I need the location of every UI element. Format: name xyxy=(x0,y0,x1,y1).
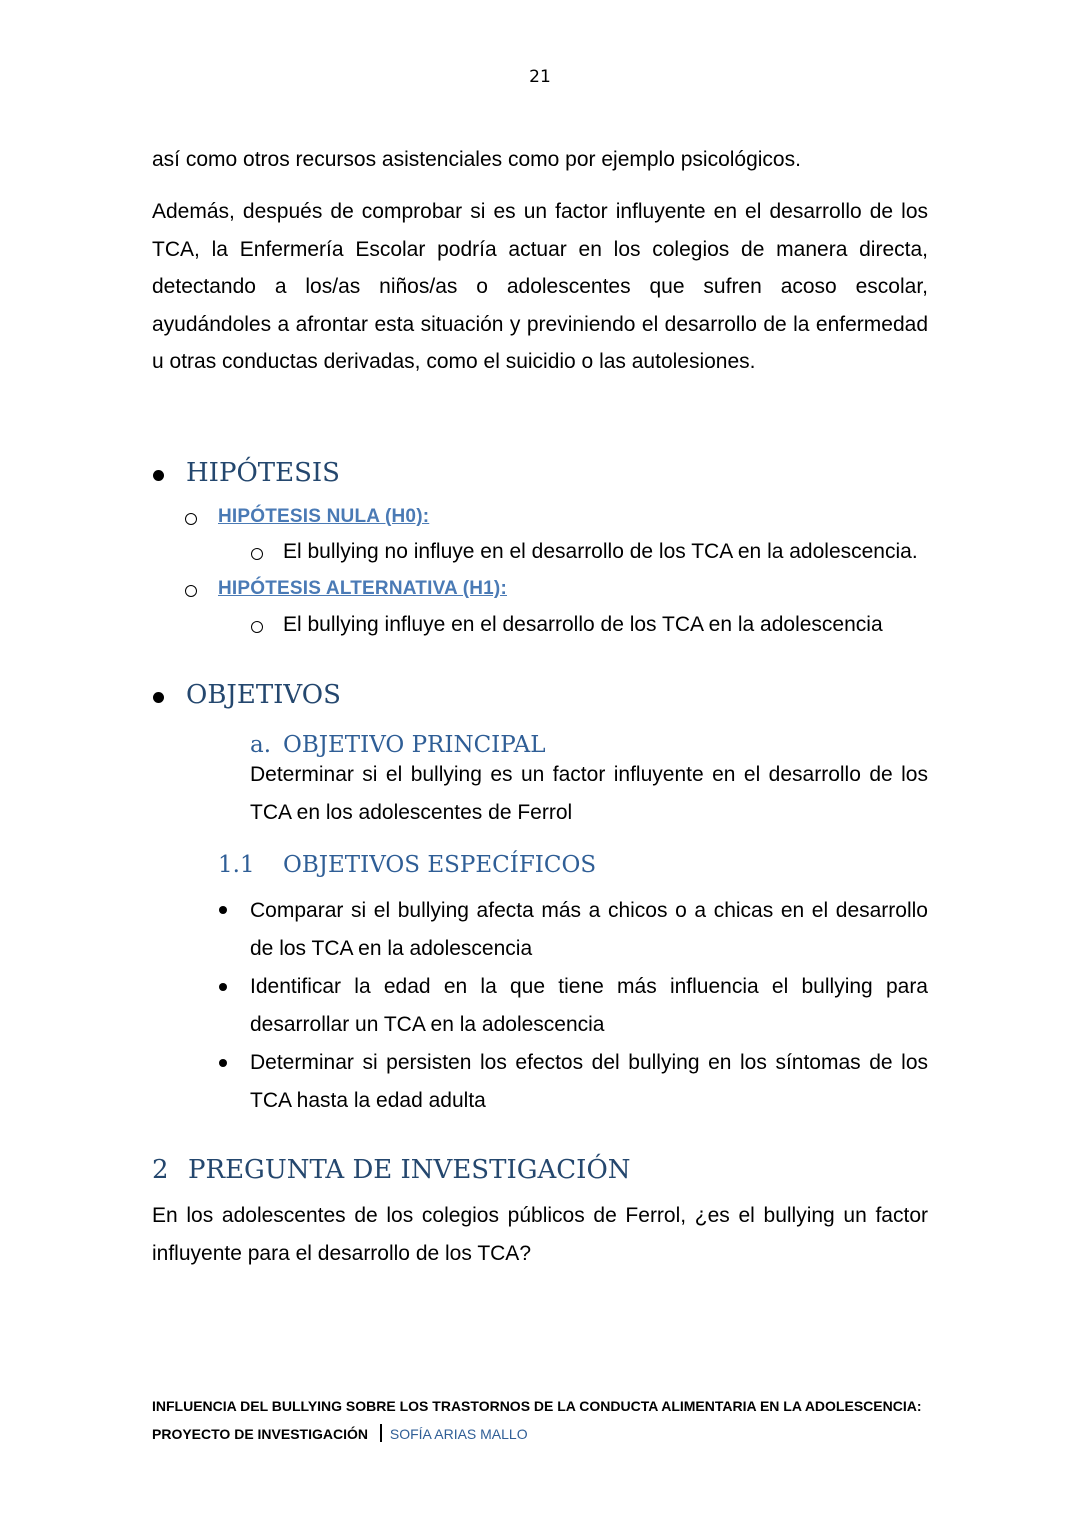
circle-bullet-icon xyxy=(185,585,197,597)
hipotesis-nula-label: HIPÓTESIS NULA (H0): xyxy=(218,506,430,527)
footer-divider xyxy=(380,1424,382,1442)
objetivo-principal-text: Determinar si el bullying es un factor influyente en el desarrollo de los TCA en los adolescentes de Ferrol xyxy=(250,763,928,824)
footer-title: INFLUENCIA DEL BULLYING SOBRE LOS TRASTORNOS DE LA CONDUCTA ALIMENTARIA EN LA ADOLESCENCIA: xyxy=(152,1398,922,1414)
objetivos-especificos-number: 1.1 xyxy=(218,852,255,878)
bullet-icon xyxy=(219,906,227,914)
bullet-icon xyxy=(219,1059,227,1067)
footer-line2 xyxy=(152,1424,528,1442)
page-number: 21 xyxy=(529,67,551,87)
pregunta-number: 2 xyxy=(152,1155,169,1185)
objetivo-especifico-1: Comparar si el bullying afecta más a chicos o a chicas en el desarrollo de los TCA en la adolescencia xyxy=(250,899,928,960)
hipotesis-alternativa-text: El bullying influye en el desarrollo de los TCA en la adolescencia xyxy=(283,613,883,636)
objetivo-principal-letter: a. xyxy=(250,732,272,758)
hipotesis-alternativa-label: HIPÓTESIS ALTERNATIVA (H1): xyxy=(218,578,507,599)
objetivo-especifico-2: Identificar la edad en la que tiene más influencia el bullying para desarrollar un TCA en la adolescencia xyxy=(250,975,928,1036)
footer-project: PROYECTO DE INVESTIGACIÓN xyxy=(152,1426,368,1442)
intro-line: así como otros recursos asistenciales como por ejemplo psicológicos. xyxy=(152,148,801,171)
bullet-icon xyxy=(153,470,164,481)
pregunta-text: En los adolescentes de los colegios públicos de Ferrol, ¿es el bullying un factor influyente para el desarrollo de los TCA? xyxy=(152,1204,928,1265)
circle-bullet-icon xyxy=(185,513,197,525)
circle-bullet-icon xyxy=(251,548,263,560)
circle-bullet-icon xyxy=(251,621,263,633)
bullet-icon xyxy=(219,983,227,991)
objetivos-heading: OBJETIVOS xyxy=(186,680,341,710)
hipotesis-heading: HIPÓTESIS xyxy=(186,458,340,488)
bullet-icon xyxy=(153,692,164,703)
footer-author: SOFÍA ARIAS MALLO xyxy=(389,1426,528,1442)
objetivo-especifico-3: Determinar si persisten los efectos del bullying en los síntomas de los TCA hasta la edad adulta xyxy=(250,1051,928,1112)
objetivo-principal-heading: OBJETIVO PRINCIPAL xyxy=(283,732,546,758)
objetivos-especificos-heading: OBJETIVOS ESPECÍFICOS xyxy=(283,852,597,878)
intro-paragraph: Además, después de comprobar si es un factor influyente en el desarrollo de los TCA, la Enfermería Escolar podría actuar en los colegios de manera directa, detectando a los/as niños/as o adolescentes que sufren acoso escolar, ayudándoles a afrontar esta situación y previniendo el desarrollo de la enfermedad u otras conductas derivadas, como el suicidio o las autolesiones. xyxy=(152,200,928,373)
hipotesis-nula-text: El bullying no influye en el desarrollo de los TCA en la adolescencia. xyxy=(283,540,918,563)
pregunta-heading: PREGUNTA DE INVESTIGACIÓN xyxy=(188,1155,631,1185)
